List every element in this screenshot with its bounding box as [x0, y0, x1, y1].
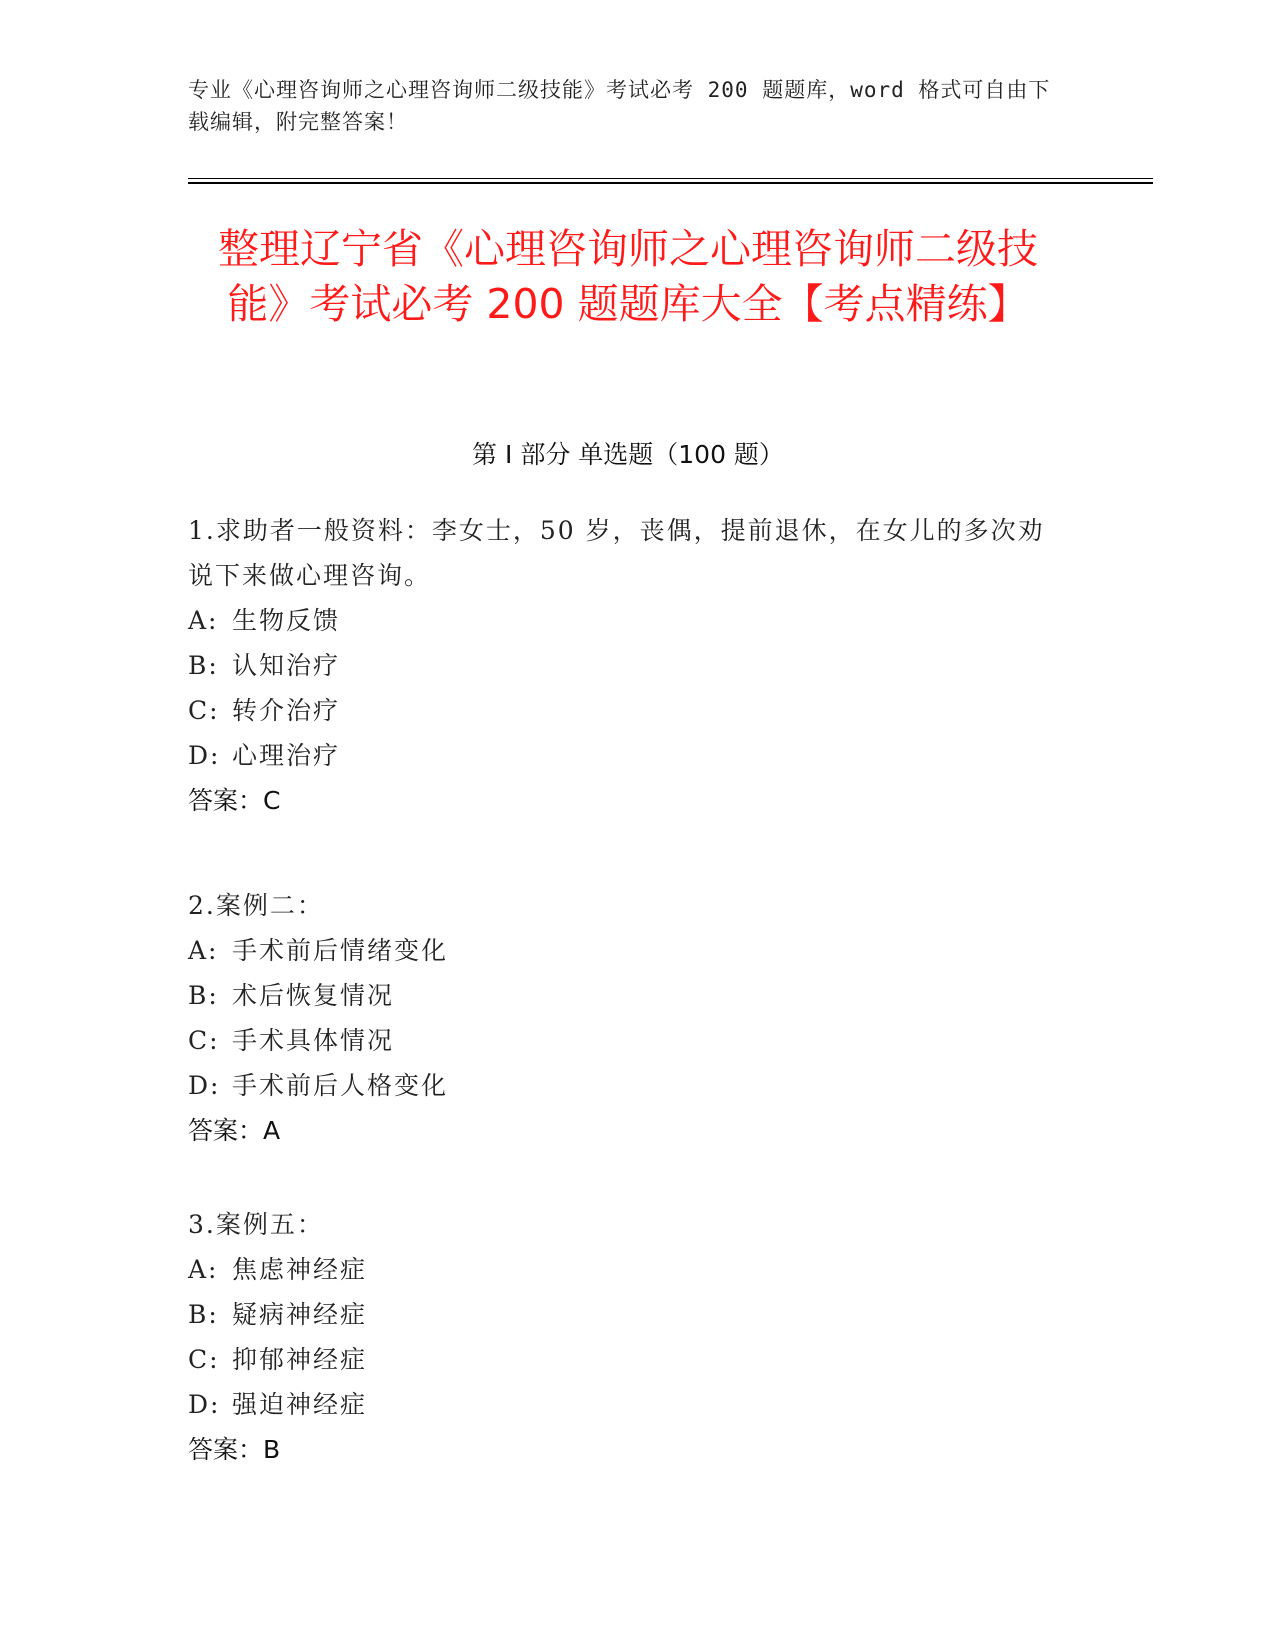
header-divider-thin — [188, 178, 1153, 179]
option-letter: D: — [188, 1390, 221, 1419]
option-letter: A: — [188, 936, 219, 965]
option-b — [188, 1292, 1068, 1337]
document-title: 整理辽宁省《心理咨询师之心理咨询师二级技能》考试必考 200 题题库大全【考点精练】 — [218, 225, 1038, 328]
option-b — [188, 973, 1068, 1018]
option-text: 术后恢复情况 — [232, 981, 395, 1010]
option-letter: C: — [188, 696, 220, 725]
option-text: 抑郁神经症 — [232, 1345, 368, 1374]
option-letter: C: — [188, 1026, 220, 1055]
answer-line: 答案：C — [188, 786, 281, 815]
answer-line: 答案：A — [188, 1116, 281, 1145]
option-letter: B: — [188, 651, 219, 680]
section-title: 第 I 部分 单选题（100 题） — [472, 440, 784, 469]
question-block — [188, 883, 1068, 1153]
option-b — [188, 643, 1068, 688]
option-text: 心理治疗 — [232, 741, 341, 770]
option-text: 疑病神经症 — [232, 1300, 368, 1329]
question-stem: 1.求助者一般资料：李女士，50 岁，丧偶，提前退休，在女儿的多次劝说下来做心理咨询。 — [188, 516, 1045, 590]
option-text: 手术前后人格变化 — [232, 1071, 449, 1100]
question-block — [188, 1202, 1068, 1472]
option-letter: B: — [188, 1300, 219, 1329]
option-text: 强迫神经症 — [232, 1390, 368, 1419]
option-letter: A: — [188, 1255, 219, 1284]
option-letter: C: — [188, 1345, 220, 1374]
option-d — [188, 1063, 1068, 1108]
option-text: 认知治疗 — [232, 651, 341, 680]
option-c — [188, 688, 1068, 733]
option-d — [188, 1382, 1068, 1427]
option-letter: A: — [188, 606, 219, 635]
option-a — [188, 1247, 1068, 1292]
header-divider-thick — [188, 182, 1153, 184]
answer-line: 答案：B — [188, 1435, 281, 1464]
question-stem: 2.案例二： — [188, 891, 324, 920]
option-a — [188, 598, 1068, 643]
header-note: 专业《心理咨询师之心理咨询师二级技能》考试必考 200 题题库，word 格式可自由下载编辑，附完整答案！ — [188, 78, 1051, 134]
option-c — [188, 1018, 1068, 1063]
option-letter: D: — [188, 1071, 221, 1100]
option-text: 生物反馈 — [232, 606, 341, 635]
question-stem: 3.案例五： — [188, 1210, 324, 1239]
option-text: 转介治疗 — [232, 696, 341, 725]
question-block — [188, 508, 1068, 823]
option-text: 手术前后情绪变化 — [232, 936, 449, 965]
option-letter: D: — [188, 741, 221, 770]
option-text: 手术具体情况 — [232, 1026, 395, 1055]
option-letter: B: — [188, 981, 219, 1010]
option-text: 焦虑神经症 — [232, 1255, 368, 1284]
option-d — [188, 733, 1068, 778]
option-a — [188, 928, 1068, 973]
option-c — [188, 1337, 1068, 1382]
